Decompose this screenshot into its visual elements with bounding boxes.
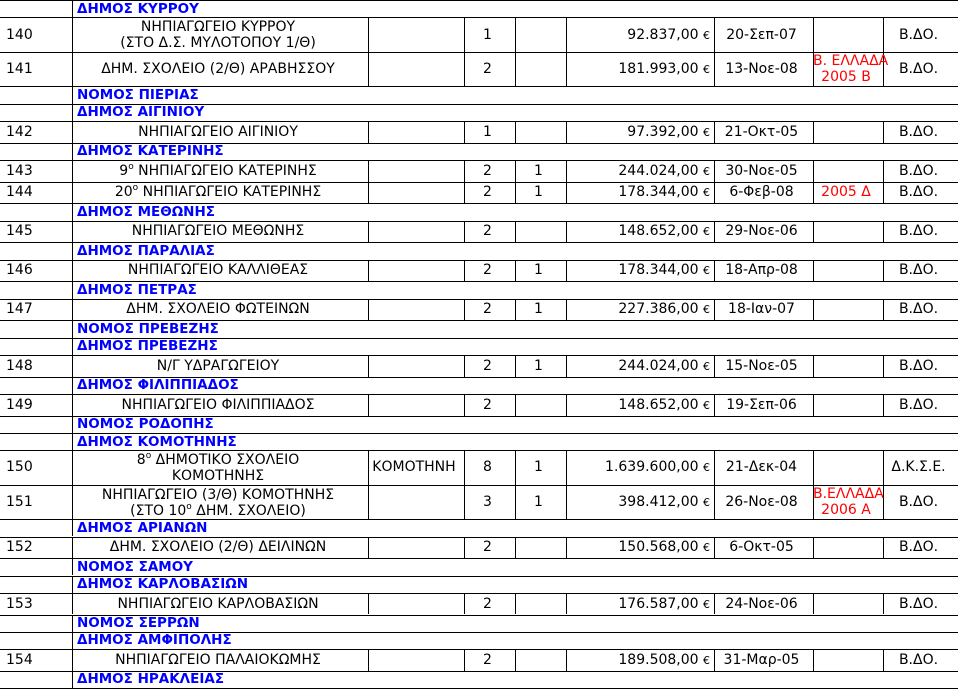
facility-name-line: (ΣΤΟ Δ.Σ. ΜΥΛΟΤΟΠΟΥ 1/Θ) (120, 35, 316, 52)
facility-name-line: ΚΟΜΟΤΗΝΗΣ (171, 468, 265, 485)
column-border (72, 320, 73, 337)
column-border (72, 143, 73, 160)
region-heading: ΔΗΜΟΣ ΚΥΡΡΟΥ (77, 0, 199, 17)
column-border (72, 558, 73, 575)
row-border (0, 160, 958, 161)
ordinal-number: 9 (119, 162, 129, 179)
row-number: 153 (6, 595, 33, 612)
count-b: 1 (534, 459, 543, 476)
count-a: 2 (483, 162, 492, 179)
region-heading: ΔΗΜΟΣ ΜΕΘΩΝΗΣ (77, 203, 216, 220)
amount: 189.508,00 € (618, 651, 710, 668)
ordinal-suffix: ο (145, 451, 152, 462)
date: 18-Ιαν-07 (728, 301, 795, 318)
row-border (0, 299, 958, 300)
column-border (515, 537, 516, 559)
status-code: Β.ΔΟ. (898, 539, 939, 556)
column-border (813, 649, 814, 671)
column-border (368, 355, 369, 377)
region-heading: ΝΟΜΟΣ ΡΟΔΟΠΗΣ (77, 416, 214, 433)
column-border (72, 338, 73, 355)
count-a: 2 (483, 539, 492, 556)
status-code: Β.ΔΟ. (898, 61, 939, 78)
facility-name: ΝΗΠΙΑΓΩΓΕΙΟ ΦΙΛΙΠΠΙΑΔΟΣ (121, 396, 315, 413)
row-border (0, 649, 958, 650)
column-border (72, 203, 73, 220)
count-b: 1 (534, 184, 543, 201)
facility-name: ΔΗΜ. ΣΧΟΛΕΙΟ ΦΩΤΕΙΝΩΝ (126, 301, 310, 318)
date: 21-Δεκ-04 (725, 459, 798, 476)
row-border (0, 537, 958, 538)
amount: 92.837,00 € (627, 26, 710, 43)
facility-name-text: ΔΗΜ. ΣΧΟΛΕΙΟ) (191, 502, 306, 519)
amount: 227.386,00 € (618, 301, 710, 318)
column-border (72, 416, 73, 433)
amount: 148.652,00 € (618, 223, 710, 240)
ordinal-number: 8 (136, 452, 146, 469)
euro-sign: € (703, 303, 710, 317)
date: 6-Οκτ-05 (729, 539, 794, 556)
region-heading: ΝΟΜΟΣ ΣΕΡΡΩΝ (77, 615, 200, 632)
euro-sign: € (703, 186, 710, 200)
date: 6-Φεβ-08 (729, 184, 794, 201)
amount: 150.568,00 € (618, 539, 710, 556)
region-heading: ΔΗΜΟΣ ΚΑΡΛΟΒΑΣΙΩΝ (77, 576, 249, 593)
date: 31-Μαρ-05 (723, 651, 800, 668)
row-number: 148 (6, 357, 33, 374)
date: 19-Σεπ-06 (726, 396, 797, 413)
date: 29-Νοε-06 (725, 223, 798, 240)
count-a: 2 (483, 357, 492, 374)
row-number: 149 (6, 396, 33, 413)
status-code: Β.ΔΟ. (898, 651, 939, 668)
date: 13-Νοε-08 (725, 61, 798, 78)
count-b: 1 (534, 493, 543, 510)
count-a: 3 (483, 493, 492, 510)
count-a: 2 (483, 301, 492, 318)
column-border (368, 485, 369, 520)
place-name: ΚΟΜΟΤΗΝΗ (372, 459, 456, 476)
amount: 97.392,00 € (627, 123, 710, 140)
euro-sign: € (703, 495, 710, 509)
euro-sign: € (703, 63, 710, 77)
column-border (813, 299, 814, 321)
column-border (72, 0, 73, 17)
status-code: Β.ΔΟ. (898, 396, 939, 413)
count-a: 2 (483, 184, 492, 201)
euro-sign: € (703, 125, 710, 139)
column-border (368, 394, 369, 416)
amount: 148.652,00 € (618, 396, 710, 413)
region-heading: ΔΗΜΟΣ ΠΑΡΑΛΙΑΣ (77, 242, 215, 259)
amount: 1.639.600,00 € (605, 459, 710, 476)
row-border (0, 260, 958, 261)
count-b: 1 (534, 162, 543, 179)
ordinal-number: 20 (114, 184, 133, 201)
facility-name: ΝΗΠΙΑΓΩΓΕΙΟ ΚΑΛΛΙΘΕΑΣ (127, 262, 309, 279)
date: 20-Σεπ-07 (726, 26, 797, 43)
count-a: 1 (483, 123, 492, 140)
row-number: 146 (6, 262, 33, 279)
euro-sign: € (703, 653, 710, 667)
date: 30-Νοε-05 (725, 162, 798, 179)
status-code: Β.ΔΟ. (898, 184, 939, 201)
column-border (72, 86, 73, 103)
region-heading: ΔΗΜΟΣ ΑΡΙΑΝΩΝ (77, 519, 208, 536)
row-border (0, 121, 958, 122)
ordinal-suffix: ο (186, 501, 192, 512)
facility-name: ΝΗΠΙΑΓΩΓΕΙΟ ΜΕΘΩΝΗΣ (131, 223, 305, 240)
date: 15-Νοε-05 (725, 357, 798, 374)
status-code: Β.ΔΟ. (898, 301, 939, 318)
column-border (813, 593, 814, 615)
column-border (368, 221, 369, 243)
status-code: Β.ΔΟ. (898, 357, 939, 374)
column-border (813, 17, 814, 52)
status-code: Β.ΔΟ. (898, 162, 939, 179)
column-border (72, 281, 73, 298)
amount: 178.344,00 € (618, 184, 710, 201)
column-border (368, 121, 369, 143)
column-border (368, 299, 369, 321)
row-border (0, 221, 958, 222)
program-label: 2005 Δ (821, 184, 871, 201)
column-border (72, 519, 73, 536)
facility-name-text: ΝΗΠΙΑΓΩΓΕΙΟ ΚΑΤΕΡΙΝΗΣ (138, 184, 322, 201)
row-number: 151 (6, 493, 33, 510)
date: 18-Απρ-08 (725, 262, 798, 279)
region-heading: ΔΗΜΟΣ ΚΟΜΟΤΗΝΗΣ (77, 433, 237, 450)
facility-name-text: ΔΗΜΟΤΙΚΟ ΣΧΟΛΕΙΟ (151, 452, 300, 469)
facility-name-line (72, 503, 364, 519)
count-b: 1 (534, 357, 543, 374)
column-border (368, 537, 369, 559)
amount: 178.344,00 € (618, 262, 710, 279)
row-number: 150 (6, 459, 33, 476)
euro-sign: € (703, 264, 710, 278)
column-border (72, 576, 73, 593)
amount: 244.024,00 € (618, 357, 710, 374)
facility-name: ΔΗΜ. ΣΧΟΛΕΙΟ (2/Θ) ΑΡΑΒΗΣΣΟΥ (101, 61, 335, 78)
region-heading: ΝΟΜΟΣ ΠΡΕΒΕΖΗΣ (77, 320, 219, 337)
amount: 176.587,00 € (618, 595, 710, 612)
row-number: 141 (6, 61, 33, 78)
column-border (368, 17, 369, 52)
region-heading: ΔΗΜΟΣ ΗΡΑΚΛΕΙΑΣ (77, 671, 225, 688)
region-heading: ΔΗΜΟΣ ΚΑΤΕΡΙΝΗΣ (77, 143, 224, 160)
status-code: Β.ΔΟ. (898, 223, 939, 240)
column-border (813, 221, 814, 243)
column-border (72, 242, 73, 259)
date: 26-Νοε-08 (725, 493, 798, 510)
count-a: 2 (483, 595, 492, 612)
status-code: Β.ΔΟ. (898, 493, 939, 510)
count-a: 2 (483, 223, 492, 240)
facility-name-text: (ΣΤΟ 10 (130, 502, 187, 519)
count-a: 1 (483, 26, 492, 43)
row-border (0, 17, 958, 18)
program-label-line: Β.ΕΛΛΑΔΑ (813, 485, 884, 502)
region-heading: ΔΗΜΟΣ ΠΕΤΡΑΣ (77, 281, 197, 298)
count-a: 2 (483, 61, 492, 78)
row-number: 152 (6, 539, 33, 556)
ordinal-suffix: ο (128, 161, 134, 172)
column-border (368, 260, 369, 282)
euro-sign: € (703, 398, 710, 412)
date: 21-Οκτ-05 (724, 123, 799, 140)
row-number: 145 (6, 223, 33, 240)
euro-sign: € (703, 541, 710, 555)
region-heading: ΔΗΜΟΣ ΑΙΓΙΝΙΟΥ (77, 104, 205, 121)
column-border (368, 182, 369, 204)
column-border (515, 394, 516, 416)
euro-sign: € (703, 28, 710, 42)
column-border (72, 104, 73, 121)
facility-name: ΔΗΜ. ΣΧΟΛΕΙΟ (2/Θ) ΔΕΙΛΙΝΩΝ (109, 539, 327, 556)
facility-name-line: ΝΗΠΙΑΓΩΓΕΙΟ ΚΥΡΡΟΥ (140, 19, 296, 36)
column-border (515, 593, 516, 615)
column-border (813, 160, 814, 182)
row-border (0, 593, 958, 594)
ordinal-suffix: ο (132, 183, 139, 194)
amount: 181.993,00 € (618, 61, 710, 78)
status-code: Β.ΔΟ. (898, 595, 939, 612)
row-border (0, 394, 958, 395)
column-border (813, 394, 814, 416)
facility-name: ΝΗΠΙΑΓΩΓΕΙΟ ΑΙΓΙΝΙΟΥ (138, 123, 298, 140)
row-number: 144 (6, 184, 33, 201)
facility-name-line (72, 452, 364, 468)
row-border (0, 355, 958, 356)
facility-name-line: ΝΗΠΙΑΓΩΓΕΙΟ (3/Θ) ΚΟΜΟΤΗΝΗΣ (101, 486, 335, 503)
region-heading: ΝΟΜΟΣ ΠΙΕΡΙΑΣ (77, 86, 199, 103)
column-border (515, 221, 516, 243)
amount: 244.024,00 € (618, 162, 710, 179)
row-number: 143 (6, 162, 33, 179)
facility-name (72, 163, 364, 179)
count-b: 1 (534, 262, 543, 279)
column-border (72, 615, 73, 632)
column-border (813, 537, 814, 559)
column-border (368, 160, 369, 182)
column-border (813, 121, 814, 143)
euro-sign: € (703, 597, 710, 611)
column-border (72, 632, 73, 649)
facility-name: ΝΗΠΙΑΓΩΓΕΙΟ ΚΑΡΛΟΒΑΣΙΩΝ (117, 595, 319, 612)
euro-sign: € (703, 225, 710, 239)
facility-name: Ν/Γ ΥΔΡΑΓΩΓΕΙΟΥ (156, 357, 280, 374)
program-label-line: 2006 Α (821, 501, 871, 518)
program-label-line: Β. ΕΛΛΑΔΑ (813, 52, 889, 69)
column-border (72, 671, 73, 688)
region-heading: ΝΟΜΟΣ ΣΑΜΟΥ (77, 558, 193, 575)
column-border (813, 450, 814, 485)
count-a: 2 (483, 651, 492, 668)
program-label-line: 2005 Β (821, 68, 871, 85)
facility-name: ΝΗΠΙΑΓΩΓΕΙΟ ΠΑΛΑΙΟΚΩΜΗΣ (115, 651, 321, 668)
row-number: 142 (6, 123, 33, 140)
column-border (813, 260, 814, 282)
column-border (813, 355, 814, 377)
status-code: Β.ΔΟ. (898, 123, 939, 140)
euro-sign: € (703, 461, 710, 475)
column-border (515, 649, 516, 671)
count-a: 8 (483, 459, 492, 476)
euro-sign: € (703, 164, 710, 178)
facility-name-text: ΝΗΠΙΑΓΩΓΕΙΟ ΚΑΤΕΡΙΝΗΣ (133, 162, 317, 179)
date: 24-Νοε-06 (725, 595, 798, 612)
amount: 398.412,00 € (618, 493, 710, 510)
count-a: 2 (483, 396, 492, 413)
euro-sign: € (703, 359, 710, 373)
count-b: 1 (534, 301, 543, 318)
column-border (368, 593, 369, 615)
region-heading: ΔΗΜΟΣ ΠΡΕΒΕΖΗΣ (77, 338, 218, 355)
count-a: 2 (483, 262, 492, 279)
region-heading: ΔΗΜΟΣ ΦΙΛΙΠΠΙΑΔΟΣ (77, 377, 239, 394)
column-border (72, 377, 73, 394)
column-border (515, 52, 516, 87)
column-border (368, 52, 369, 87)
row-number: 147 (6, 301, 33, 318)
column-border (515, 121, 516, 143)
status-code: Β.ΔΟ. (898, 262, 939, 279)
column-border (368, 649, 369, 671)
row-border (0, 182, 958, 183)
facility-name (72, 184, 364, 200)
region-heading: ΔΗΜΟΣ ΑΜΦΙΠΟΛΗΣ (77, 632, 232, 649)
column-border (72, 433, 73, 450)
row-number: 154 (6, 651, 33, 668)
status-code: Δ.Κ.Σ.Ε. (891, 459, 946, 476)
status-code: Β.ΔΟ. (898, 26, 939, 43)
row-number: 140 (6, 26, 33, 43)
column-border (515, 17, 516, 52)
